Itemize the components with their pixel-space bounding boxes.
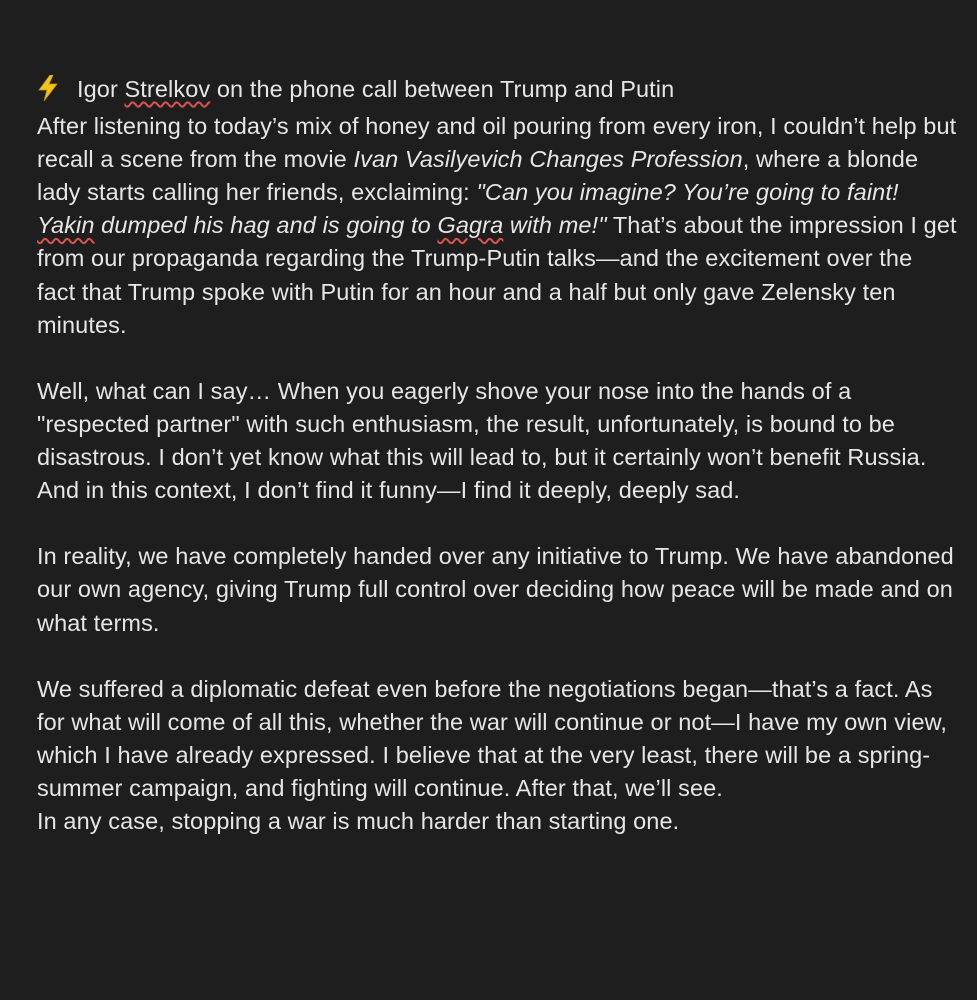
p1-text-a: After listening to today’s mix of honey and oil pouring from every iron, I couldn’t help but recall a scene from the movie [37, 113, 957, 173]
paragraph-gap [37, 507, 957, 540]
post-title [37, 73, 957, 110]
paragraph-4: We suffered a diplomatic defeat even before the negotiations began—that’s a fact. As for what will come of all this, whether the war will continue or not—I have my own view, which I have already expressed. I believe that at the very least, there will be a spring-summer campaign, and fighting will continue. After that, we’ll see. [37, 675, 948, 801]
quote-name-misspelled[interactable]: Yakin [37, 212, 95, 239]
lightning-bolt-icon [37, 75, 63, 110]
p1-text-c: That’s about the impression I get from our propaganda regarding the Trump-Putin talks—and the excitement over the fact that Trump spoke with Putin for an hour and a half but only gave Zelensky ten minutes. [37, 212, 957, 338]
paragraph-3: In reality, we have completely handed over any initiative to Trump. We have abandoned our own agency, giving Trump full control over deciding how peace will be made and on what terms. [37, 543, 954, 636]
quote-part-2: dumped his hag and is going to [94, 212, 438, 239]
title-prefix: Igor [77, 76, 125, 102]
paragraph-gap [37, 342, 957, 375]
p1-text-b: , where a blonde lady starts calling her friends, exclaiming: [37, 146, 919, 206]
title-name-misspelled[interactable]: Strelkov [124, 76, 211, 102]
movie-title: Ivan Vasilyevich Changes Profession [353, 146, 743, 173]
quote-part-1: "Can you imagine? You’re going to faint! [476, 179, 899, 206]
paragraph-5: In any case, stopping a war is much harder than starting one. [37, 808, 680, 835]
quote-place-misspelled[interactable]: Gagra [437, 212, 504, 239]
paragraph-gap [37, 640, 957, 673]
title-suffix: on the phone call between Trump and Putin [210, 76, 675, 102]
paragraph-2: Well, what can I say… When you eagerly shove your nose into the hands of a "respected partner" with such enthusiasm, the result, unfortunately, is bound to be disastrous. I don’t yet know what this will lead to, but it certainly won’t benefit Russia. And in this context, I don’t find it funny—I find it deeply, deeply sad. [37, 377, 927, 504]
paragraph-1 [37, 110, 957, 342]
quote-part-3: with me!" [503, 212, 607, 239]
